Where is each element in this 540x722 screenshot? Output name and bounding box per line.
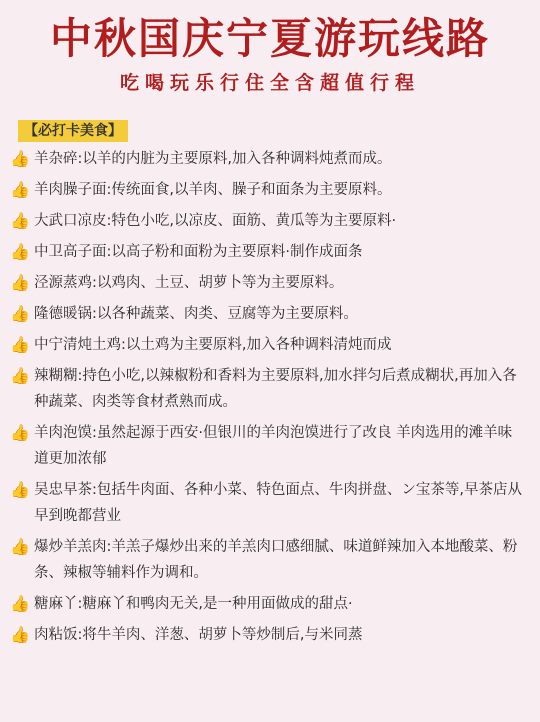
list-item: [10, 239, 530, 265]
thumbs-up-icon: 👍: [10, 366, 30, 385]
list-item-text: 辣糊糊:持色小吃,以辣椒粉和香料为主要原料,加水拌匀后煮成糊状,再加入各种蔬菜、肉类等食材煮熟而成。: [34, 368, 517, 410]
list-item-text: 糖麻丫:糖麻丫和鸭肉无关,是一种用面做成的甜点·: [34, 596, 353, 612]
list-item-text: 大武口凉皮:特色小吃,以凉皮、面筋、黄瓜等为主要原料·: [34, 213, 397, 229]
list-item: [10, 177, 530, 203]
list-item-text: 中卫高子面:以高子粉和面粉为主要原料·制作成面条: [34, 244, 363, 260]
list-item: [10, 208, 530, 234]
list-item: [10, 332, 530, 358]
list-item-text: 中宁清炖土鸡:以土鸡为主要原料,加入各种调料清炖而成: [34, 337, 392, 353]
thumbs-up-icon: 👍: [10, 304, 30, 323]
list-item-text: 隆德暖锅:以各种蔬菜、肉类、豆腐等为主要原料。: [34, 306, 358, 322]
list-item: [10, 534, 530, 586]
list-item-text: 吴忠早茶:包括牛肉面、各种小菜、特色面点、牛肉拼盘、ン宝茶等,早茶店从早到晚都营业: [34, 482, 522, 524]
list-item: [10, 146, 530, 172]
list-item-text: 羊杂碎:以羊的内脏为主要原料,加入各种调料炖煮而成。: [34, 151, 392, 167]
thumbs-up-icon: 👍: [10, 594, 30, 613]
thumbs-up-icon: 👍: [10, 480, 30, 499]
list-item-text: 肉粘饭:将牛羊肉、洋葱、胡萝卜等炒制后,与米同蒸: [34, 627, 363, 643]
food-list: [10, 146, 530, 648]
list-item-text: 羊肉臊子面:传统面食,以羊肉、臊子和面条为主要原料。: [34, 182, 392, 198]
list-item: [10, 622, 530, 648]
thumbs-up-icon: 👍: [10, 180, 30, 199]
section-tag: 【必打卡美食】: [18, 120, 128, 142]
list-item: [10, 420, 530, 472]
thumbs-up-icon: 👍: [10, 335, 30, 354]
thumbs-up-icon: 👍: [10, 625, 30, 644]
list-item-text: 泾源蒸鸡:以鸡肉、土豆、胡萝卜等为主要原料。: [34, 275, 344, 291]
thumbs-up-icon: 👍: [10, 149, 30, 168]
thumbs-up-icon: 👍: [10, 423, 30, 442]
page-subtitle: 吃喝玩乐行住全含超值行程: [119, 72, 420, 94]
list-item: [10, 363, 530, 415]
thumbs-up-icon: 👍: [10, 273, 30, 292]
list-item-text: 羊肉泡馍:虽然起源于西安·但银川的羊肉泡馍进行了改良 羊肉选用的滩羊味道更加浓郁: [34, 425, 513, 467]
page-title: 中秋国庆宁夏游玩线路: [49, 14, 490, 63]
list-item: [10, 591, 530, 617]
list-item: [10, 477, 530, 529]
thumbs-up-icon: 👍: [10, 211, 30, 230]
thumbs-up-icon: 👍: [10, 242, 30, 261]
thumbs-up-icon: 👍: [10, 537, 30, 556]
list-item: [10, 270, 530, 296]
list-item: [10, 301, 530, 327]
list-item-text: 爆炒羊羔肉:羊羔子爆炒出来的羊羔肉口感细腻、味道鲜辣加入本地酸菜、粉条、辣椒等辅料作为调和。: [34, 539, 518, 581]
